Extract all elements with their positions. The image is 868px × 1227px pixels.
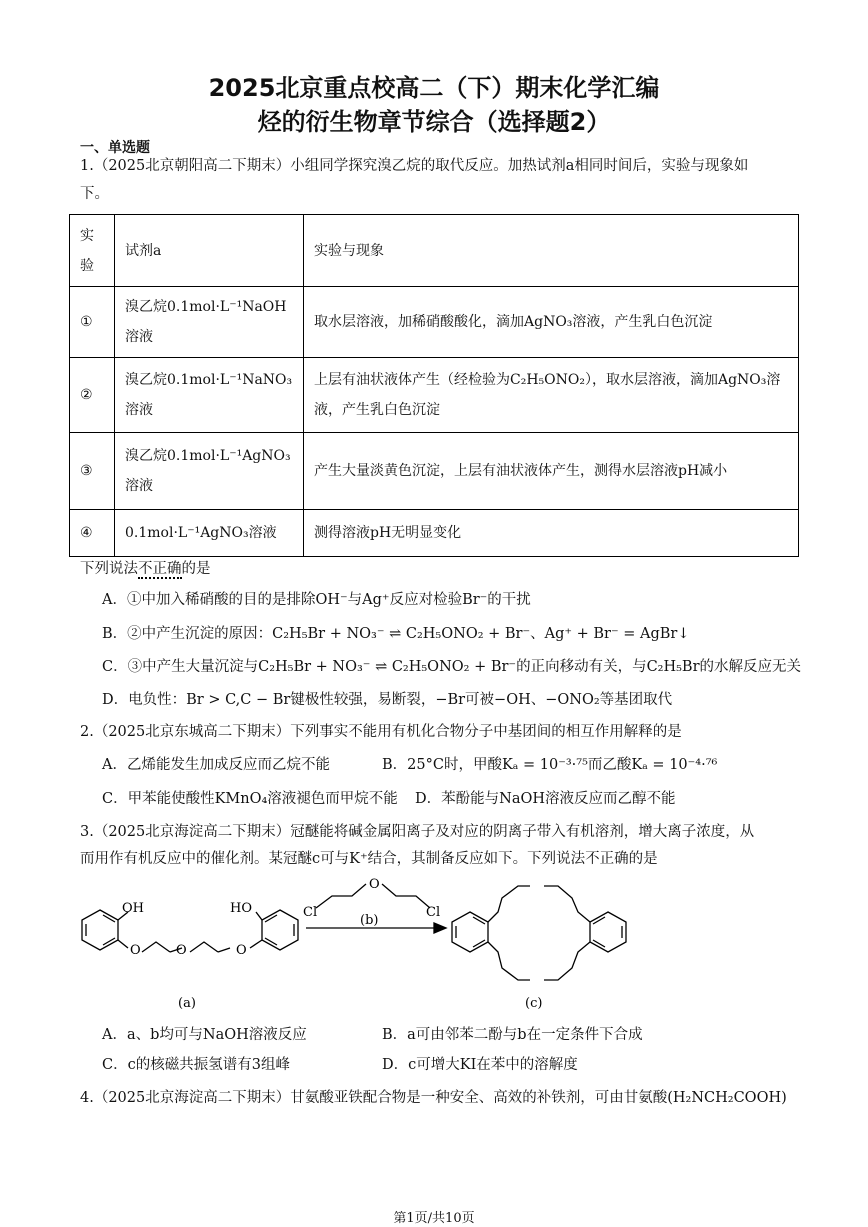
oh-label: OH xyxy=(122,901,144,916)
row-result: 上层有油状液体产生（经检验为C₂H₅ONO₂），取水层溶液，滴加AgNO₃溶液，产生乳白色沉淀 xyxy=(304,358,799,433)
q1-question-pre: 下列说法 xyxy=(80,561,138,577)
q1-option-b: B．②中产生沉淀的原因：C₂H₅Br + NO₃⁻ ⇌ C₂H₅ONO₂ + Br⁻、Ag⁺ + Br⁻ = AgBr↓ xyxy=(102,626,690,642)
table-row xyxy=(70,358,799,433)
q3-option-d: D．c可增大KI在苯中的溶解度 xyxy=(382,1057,578,1073)
header-cell: 实验 xyxy=(70,215,115,287)
q1-option-a: A．①中加入稀硝酸的目的是排除OH⁻与Ag⁺反应对检验Br⁻的干扰 xyxy=(102,592,531,608)
q3-option-a: A．a、b均可与NaOH溶液反应 xyxy=(102,1027,307,1043)
q1-stem-line2: 下。 xyxy=(80,186,109,202)
compound-a-label: (a) xyxy=(178,996,196,1011)
q1-option-d: D．电负性：Br > C,C − Br键极性较强，易断裂，−Br可被−OH、−ONO₂等基团取代 xyxy=(102,692,673,708)
q3-option-b: B．a可由邻苯二酚与b在一定条件下合成 xyxy=(382,1027,643,1043)
q1-question-post: 的是 xyxy=(181,561,211,577)
compound-c-label: (c) xyxy=(525,996,543,1011)
chlorine-label: Cl xyxy=(303,905,318,920)
q2-stem: 2.（2025北京东城高二下期末）下列事实不能用有机化合物分子中基团间的相互作用解释的是 xyxy=(80,724,682,740)
row-id: ④ xyxy=(70,510,115,557)
q3-stem-line1: 3.（2025北京海淀高二下期末）冠醚能将碱金属阳离子及对应的阴离子带入有机溶剂，增大离子浓度，从 xyxy=(80,824,755,840)
row-result: 产生大量淡黄色沉淀，上层有油状液体产生，测得水层溶液pH减小 xyxy=(304,433,799,510)
q3-stem-line2: 而用作有机反应中的催化剂。某冠醚c可与K⁺结合，其制备反应如下。下列说法不正确的是 xyxy=(80,851,658,867)
row-id: ③ xyxy=(70,433,115,510)
oxygen-label: O xyxy=(236,943,247,958)
row-id: ② xyxy=(70,358,115,433)
q2-option-a: A．乙烯能发生加成反应而乙烷不能 xyxy=(102,757,330,773)
row-result: 取水层溶液，加稀硝酸酸化，滴加AgNO₃溶液，产生乳白色沉淀 xyxy=(304,287,799,358)
experiment-table xyxy=(69,214,799,557)
table-row xyxy=(70,510,799,557)
table-row xyxy=(70,287,799,358)
oxygen-label: O xyxy=(176,943,187,958)
row-reagent: 溴乙烷0.1mol·L⁻¹NaOH溶液 xyxy=(115,287,304,358)
q2-option-b: B．25°C时，甲酸Kₐ = 10⁻³·⁷⁵而乙酸Kₐ = 10⁻⁴·⁷⁶ xyxy=(382,757,718,773)
row-reagent: 0.1mol·L⁻¹AgNO₃溶液 xyxy=(115,510,304,557)
crown-ether-reaction-scheme xyxy=(70,872,640,1017)
q1-stem-line1: 1.（2025北京朝阳高二下期末）小组同学探究溴乙烷的取代反应。加热试剂a相同时间后，实验与现象如 xyxy=(80,158,749,174)
page-footer: 第1页/共10页 xyxy=(393,1211,475,1226)
benzene-ring xyxy=(590,912,626,952)
row-reagent: 溴乙烷0.1mol·L⁻¹AgNO₃溶液 xyxy=(115,433,304,510)
table-row xyxy=(70,433,799,510)
row-id: ① xyxy=(70,287,115,358)
title-line-1: 2025北京重点校高二（下）期末化学汇编 xyxy=(208,74,660,102)
benzene-ring xyxy=(82,910,118,950)
row-result: 测得溶液pH无明显变化 xyxy=(304,510,799,557)
q1-question-emphasis: 不正确 xyxy=(138,561,182,577)
oxygen-label: O xyxy=(130,943,141,958)
q1-option-c: C．③中产生大量沉淀与C₂H₅Br + NO₃⁻ ⇌ C₂H₅ONO₂ + Br⁻的正向移动有关，与C₂H₅Br的水解反应无关 xyxy=(102,659,802,675)
ho-label: HO xyxy=(230,901,252,916)
header-cell: 试剂a xyxy=(115,215,304,287)
chlorine-label: Cl xyxy=(426,905,441,920)
q1-question xyxy=(80,559,211,579)
benzene-ring xyxy=(452,912,488,952)
header-cell: 实验与现象 xyxy=(304,215,799,287)
row-reagent: 溴乙烷0.1mol·L⁻¹NaNO₃溶液 xyxy=(115,358,304,433)
title-line-2: 烃的衍生物章节综合（选择题2） xyxy=(257,108,611,136)
q2-option-d: D．苯酚能与NaOH溶液反应而乙醇不能 xyxy=(415,791,676,807)
reagent-b-label: (b) xyxy=(360,913,379,928)
q4-stem: 4.（2025北京海淀高二下期末）甘氨酸亚铁配合物是一种安全、高效的补铁剂，可由甘氨酸(H₂NCH₂COOH) xyxy=(80,1090,787,1106)
q2-option-c: C．甲苯能使酸性KMnO₄溶液褪色而甲烷不能 xyxy=(102,791,398,807)
table-header-row xyxy=(70,215,799,287)
q3-option-c: C．c的核磁共振氢谱有3组峰 xyxy=(102,1057,290,1073)
section-heading: 一、单选题 xyxy=(80,140,150,156)
benzene-ring xyxy=(262,910,298,950)
oxygen-label: O xyxy=(369,877,380,892)
